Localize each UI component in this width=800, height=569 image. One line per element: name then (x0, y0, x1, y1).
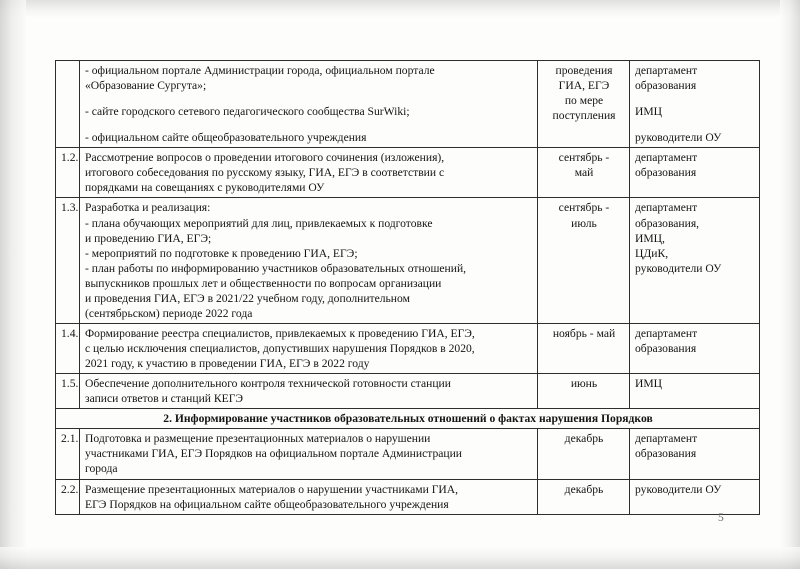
table-section-row (56, 409, 760, 429)
scan-edge-shading-left (0, 0, 26, 569)
row-responsible: департамент образования ИМЦ руководители ОУ (630, 61, 760, 148)
document-body (55, 60, 759, 515)
row-number: 1.5. (56, 374, 80, 409)
row-timeline: сентябрь - май (538, 148, 630, 198)
scan-edge-shading-right (780, 0, 800, 569)
scan-edge-shading-bottom (0, 547, 800, 569)
row-timeline: сентябрь - июль (538, 198, 630, 324)
table-row (56, 198, 760, 324)
row-timeline: декабрь (538, 479, 630, 514)
row-description: Размещение презентационных материалов о нарушении участниками ГИА, ЕГЭ Порядков на официальном сайте общеобразовательного учреждения (80, 479, 538, 514)
row-responsible: ИМЦ (630, 374, 760, 409)
row-description: Рассмотрение вопросов о проведении итогового сочинения (изложения), итогового собеседования по русскому языку, ГИА, ЕГЭ в соответствии с порядками на совещаниях с руководителями ОУ (80, 148, 538, 198)
row-number: 1.2. (56, 148, 80, 198)
row-timeline: декабрь (538, 429, 630, 479)
table-row (56, 323, 760, 373)
section-heading: 2. Информирование участников образовательных отношений о фактах нарушения Порядков (56, 409, 760, 429)
row-description: Формирование реестра специалистов, привлекаемых к проведению ГИА, ЕГЭ, с целью исключения специалистов, допустивших нарушения Порядков в 2020, 2021 году, к участию в проведении ГИА, ЕГЭ в 2022 году (80, 323, 538, 373)
action-plan-table (55, 60, 760, 515)
page-number: 5 (718, 512, 724, 524)
row-description: Подготовка и размещение презентационных материалов о нарушении участниками ГИА, ЕГЭ Порядков на официальном портале Администрации города (80, 429, 538, 479)
row-responsible: департамент образования (630, 148, 760, 198)
row-number: 2.2. (56, 479, 80, 514)
row-responsible: руководители ОУ (630, 479, 760, 514)
row-description: Обеспечение дополнительного контроля технической готовности станции записи ответов и станций КЕГЭ (80, 374, 538, 409)
table-row (56, 61, 760, 148)
row-number (56, 61, 80, 148)
table-row (56, 479, 760, 514)
row-number: 2.1. (56, 429, 80, 479)
row-timeline: проведения ГИА, ЕГЭ по мере поступления (538, 61, 630, 148)
table-row (56, 374, 760, 409)
row-responsible: департамент образования (630, 323, 760, 373)
table-body (56, 61, 760, 515)
row-timeline: ноябрь - май (538, 323, 630, 373)
row-number: 1.4. (56, 323, 80, 373)
row-description: Разработка и реализация: - плана обучающих мероприятий для лиц, привлекаемых к подготовке и проведению ГИА, ЕГЭ; - мероприятий по подготовке к проведению ГИА, ЕГЭ; - план работы по информированию участников образовательных отношений, выпускников прошлых лет и общественности по вопросам организации и проведения ГИА, ЕГЭ в 2021/22 учебном году, дополнительном (сентябрьском) периоде 2022 года (80, 198, 538, 324)
scan-edge-shading-top (0, 0, 800, 18)
row-responsible: департамент образования (630, 429, 760, 479)
row-description: - официальном портале Администрации города, официальном портале «Образование Сургута»; - сайте городского сетевого педагогического сообщества SurWiki; - официальном сайте общеобразовательного учреждения (80, 61, 538, 148)
row-responsible: департамент образования, ИМЦ, ЦДиК, руководители ОУ (630, 198, 760, 324)
table-row (56, 429, 760, 479)
row-timeline: июнь (538, 374, 630, 409)
row-number: 1.3. (56, 198, 80, 324)
table-row (56, 148, 760, 198)
